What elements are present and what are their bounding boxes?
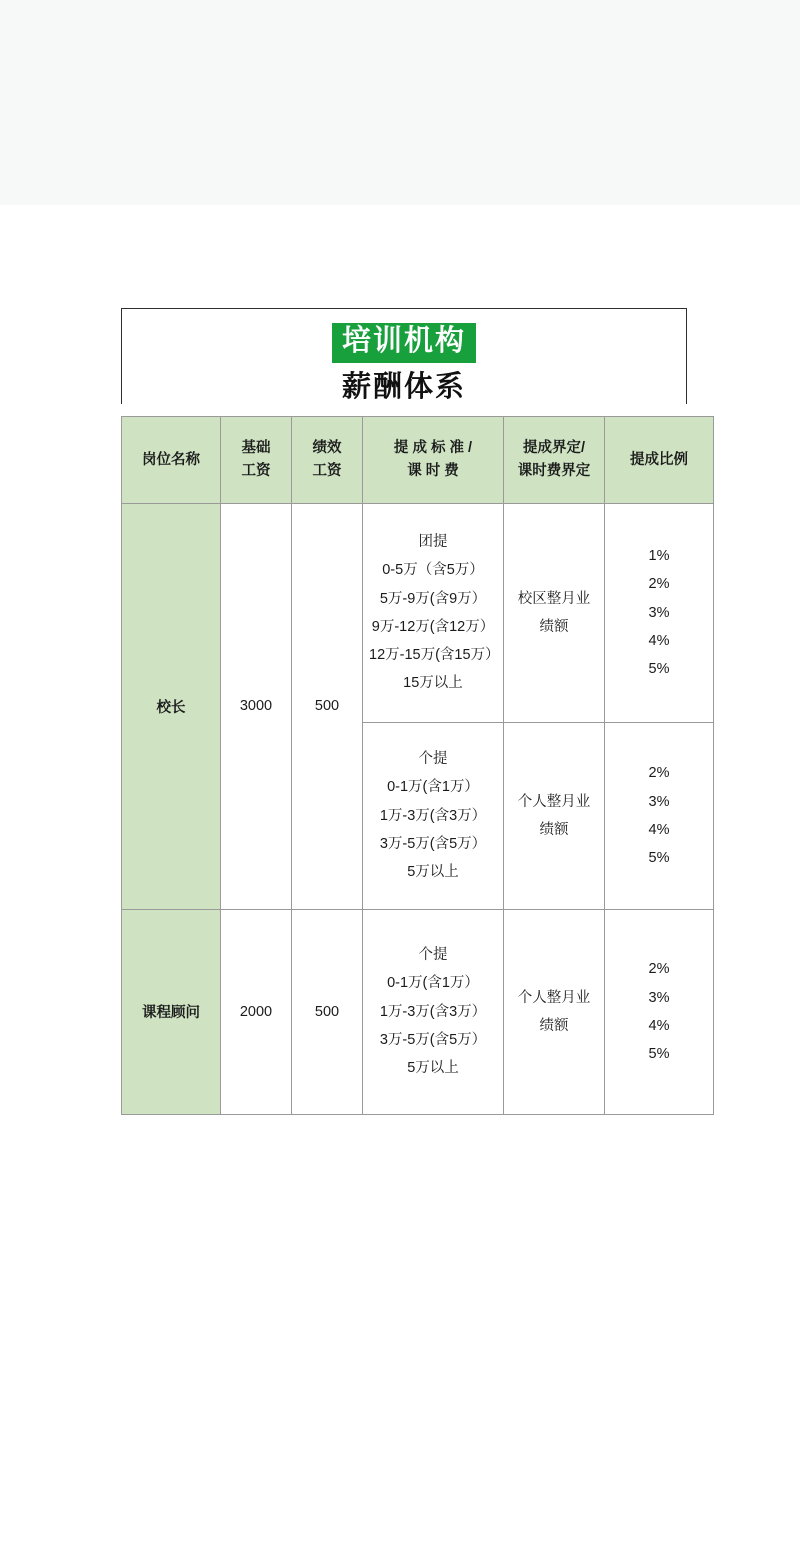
- standard-line: 3万-5万(含5万）: [379, 835, 487, 852]
- definition-line: 个人整月业: [517, 989, 591, 1006]
- column-header-standard: [363, 416, 504, 503]
- cell-ratio-principal-team: [605, 503, 714, 722]
- table-row: [122, 503, 714, 722]
- document-page: [0, 205, 800, 1561]
- definition-line: 校区整月业: [517, 590, 591, 607]
- cell-post-principal: 校长: [122, 503, 221, 909]
- top-blank-strip: [0, 0, 800, 205]
- title-badge: 培训机构: [332, 323, 476, 363]
- cell-definition-consultant-personal: [504, 909, 605, 1114]
- ratio-line: 3%: [648, 989, 670, 1006]
- document-title-block: [121, 308, 687, 404]
- standard-list-principal-personal: [365, 743, 501, 888]
- column-header-definition-line2: 课时费界定: [517, 462, 591, 479]
- definition-list-principal-team: [506, 583, 602, 644]
- cell-standard-principal-personal: [363, 722, 504, 909]
- cell-definition-principal-personal: [504, 722, 605, 909]
- ratio-line: 5%: [648, 661, 670, 678]
- ratio-line: 4%: [648, 821, 670, 838]
- cell-performance-principal: 500: [292, 503, 363, 909]
- ratio-line: 5%: [648, 850, 670, 867]
- table-body: [122, 503, 714, 1114]
- standard-line: 1万-3万(含3万）: [379, 1003, 487, 1020]
- standard-title: 个提: [418, 751, 448, 768]
- ratio-line: 2%: [648, 961, 670, 978]
- standard-line: 5万以上: [407, 864, 459, 881]
- ratio-line: 4%: [648, 632, 670, 649]
- ratio-line: 4%: [648, 1017, 670, 1034]
- standard-line: 9万-12万(含12万）: [371, 618, 495, 635]
- standard-line: 5万-9万(含9万）: [379, 590, 487, 607]
- standard-title: 个提: [418, 947, 448, 964]
- standard-list-principal-team: [365, 526, 501, 700]
- column-header-performance-line1: 绩效: [312, 440, 342, 457]
- cell-standard-principal-team: [363, 503, 504, 722]
- ratio-list-consultant-personal: [607, 953, 711, 1070]
- table-header-row: [122, 416, 714, 503]
- standard-line: 12万-15万(含15万）: [369, 647, 500, 664]
- column-header-definition-line1: 提成界定/: [522, 440, 586, 457]
- ratio-line: 3%: [648, 793, 670, 810]
- ratio-list-principal-team: [607, 540, 711, 685]
- column-header-base-salary-line1: 基础: [241, 440, 271, 457]
- page-title: 薪酬体系: [341, 370, 466, 403]
- column-header-standard-line1: 提 成 标 准 /: [393, 440, 473, 457]
- standard-list-consultant-personal: [365, 939, 501, 1084]
- standard-line: 3万-5万(含5万）: [379, 1031, 487, 1048]
- column-header-base-salary: [221, 416, 292, 503]
- cell-ratio-principal-personal: [605, 722, 714, 909]
- column-header-ratio: 提成比例: [605, 416, 714, 503]
- cell-post-consultant: 课程顾问: [122, 909, 221, 1114]
- definition-list-principal-personal: [506, 786, 602, 847]
- salary-table: [121, 416, 714, 1115]
- cell-definition-principal-team: [504, 503, 605, 722]
- ratio-line: 5%: [648, 1046, 670, 1063]
- ratio-line: 2%: [648, 576, 670, 593]
- ratio-line: 3%: [648, 604, 670, 621]
- column-header-base-salary-line2: 工资: [241, 462, 271, 479]
- salary-document: [121, 308, 687, 1115]
- standard-line: 5万以上: [407, 1060, 459, 1077]
- column-header-performance-line2: 工资: [312, 462, 342, 479]
- ratio-list-principal-personal: [607, 757, 711, 874]
- cell-performance-consultant: 500: [292, 909, 363, 1114]
- column-header-performance: [292, 416, 363, 503]
- column-header-definition: [504, 416, 605, 503]
- standard-line: 0-1万(含1万）: [387, 975, 479, 992]
- definition-line: 绩额: [539, 1017, 569, 1034]
- standard-line: 15万以上: [403, 675, 463, 692]
- standard-line: 0-5万（含5万）: [382, 562, 484, 579]
- standard-line: 0-1万(含1万）: [387, 779, 479, 796]
- definition-line: 个人整月业: [517, 793, 591, 810]
- column-header-standard-line2: 课 时 费: [407, 462, 459, 479]
- definition-line: 绩额: [539, 618, 569, 635]
- table-row: [122, 909, 714, 1114]
- cell-base-salary-principal: 3000: [221, 503, 292, 909]
- table-header: [122, 416, 714, 503]
- ratio-line: 2%: [648, 765, 670, 782]
- cell-ratio-consultant-personal: [605, 909, 714, 1114]
- standard-title: 团提: [418, 533, 448, 550]
- column-header-post: 岗位名称: [122, 416, 221, 503]
- cell-standard-consultant-personal: [363, 909, 504, 1114]
- definition-line: 绩额: [539, 821, 569, 838]
- ratio-line: 1%: [648, 548, 670, 565]
- standard-line: 1万-3万(含3万）: [379, 807, 487, 824]
- definition-list-consultant-personal: [506, 982, 602, 1043]
- cell-base-salary-consultant: 2000: [221, 909, 292, 1114]
